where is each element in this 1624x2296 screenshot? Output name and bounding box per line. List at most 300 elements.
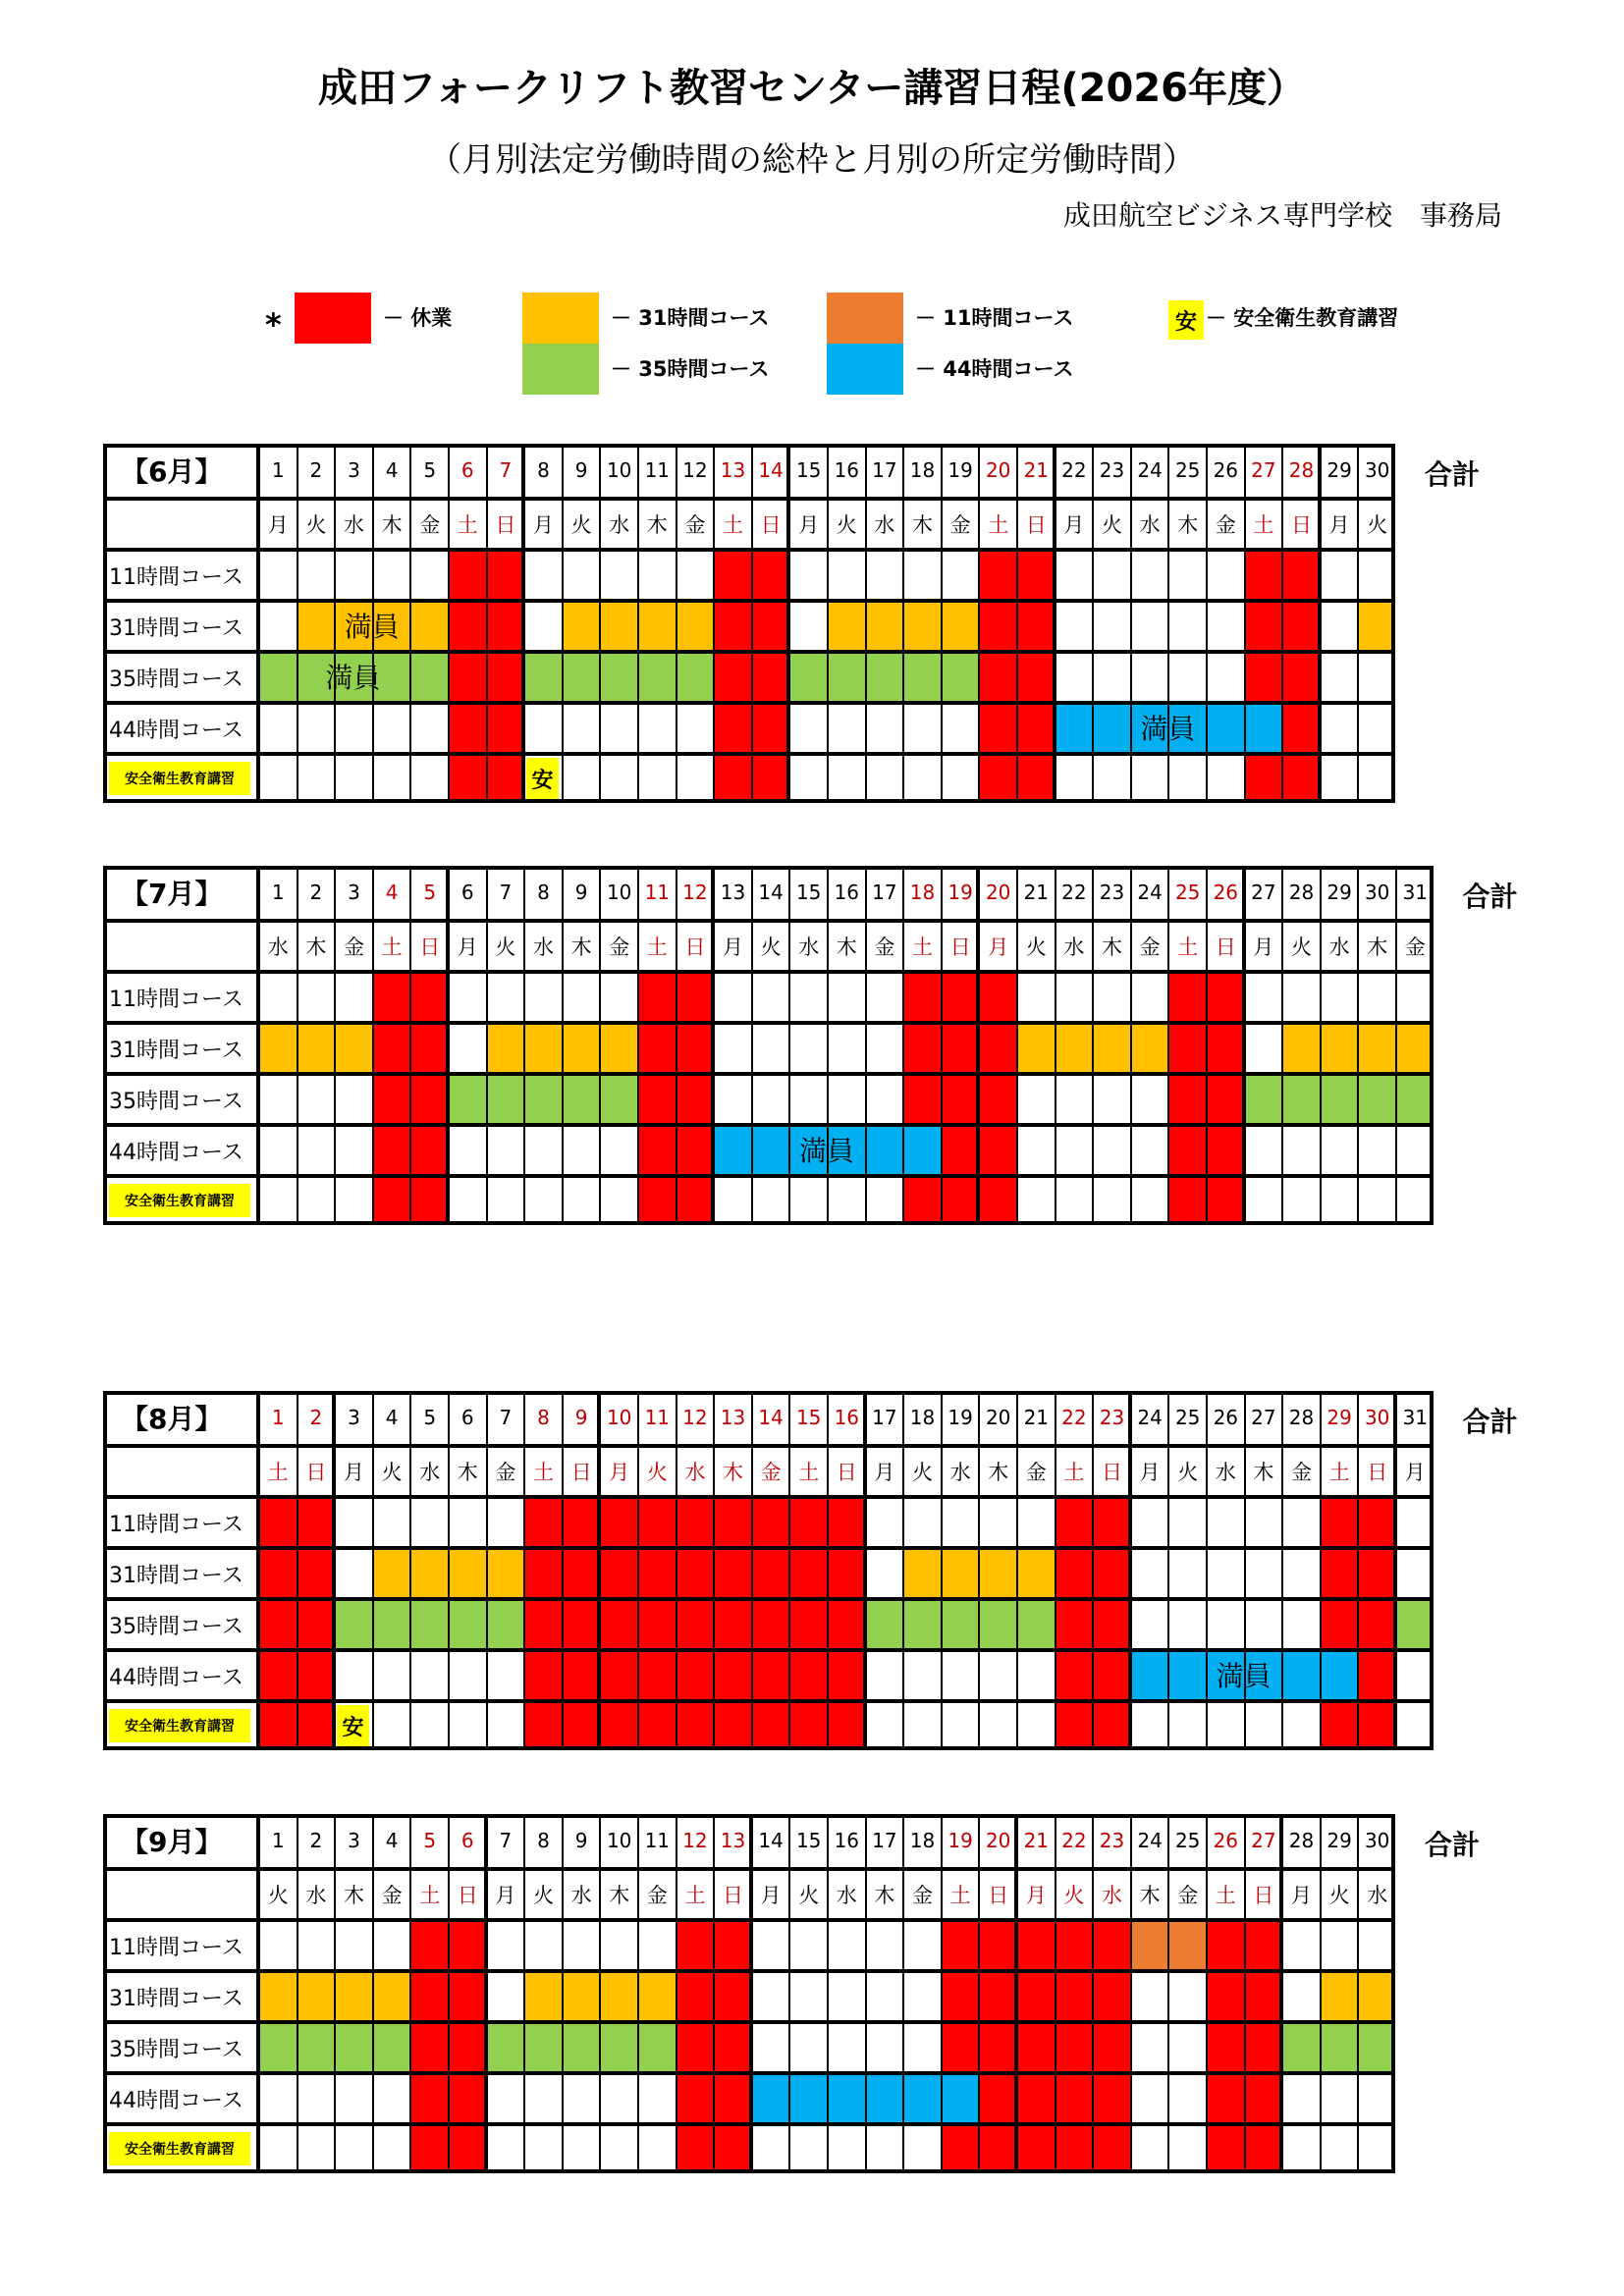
schedule-cell	[637, 1546, 676, 1597]
day-of-week: 月	[448, 919, 486, 970]
week-separator	[1014, 1814, 1018, 2173]
schedule-cell	[297, 970, 335, 1021]
schedule-cell	[1130, 1918, 1168, 1969]
row-label-course: 31時間コース	[107, 1546, 258, 1597]
schedule-cell	[941, 1174, 979, 1225]
day-number: 24	[1130, 1391, 1168, 1444]
day-of-week: 金	[676, 497, 714, 548]
schedule-cell	[902, 701, 941, 752]
day-of-week: 日	[676, 919, 714, 970]
legend-swatch-c44	[827, 344, 903, 395]
schedule-cell	[1092, 1174, 1130, 1225]
week-separator	[446, 866, 450, 1225]
schedule-cell	[334, 2071, 372, 2122]
schedule-cell	[637, 970, 676, 1021]
schedule-cell	[1244, 1174, 1282, 1225]
schedule-cell	[334, 548, 372, 599]
day-number: 5	[409, 866, 448, 919]
schedule-cell	[1130, 1969, 1168, 2020]
schedule-cell	[751, 970, 789, 1021]
day-of-week: 金	[1016, 1444, 1055, 1495]
day-number: 21	[1016, 1814, 1055, 1867]
schedule-cell	[751, 2020, 789, 2071]
week-separator	[1279, 1814, 1283, 2173]
schedule-cell	[865, 701, 903, 752]
schedule-cell	[978, 1123, 1016, 1174]
schedule-cell	[1395, 970, 1434, 1021]
schedule-cell	[486, 1918, 524, 1969]
schedule-cell	[1244, 701, 1282, 752]
row-label-course: 44時間コース	[107, 701, 258, 752]
row-label-safety: 安全衛生教育講習	[109, 1184, 250, 1217]
schedule-cell	[1130, 970, 1168, 1021]
day-of-week: 日	[486, 497, 524, 548]
schedule-cell	[409, 752, 448, 803]
day-number: 18	[902, 1391, 941, 1444]
schedule-cell	[788, 1174, 827, 1225]
row-label-course: 44時間コース	[107, 1648, 258, 1699]
day-of-week: 火	[562, 497, 600, 548]
day-number: 13	[713, 1814, 751, 1867]
schedule-cell	[297, 548, 335, 599]
schedule-cell	[1167, 1021, 1206, 1072]
schedule-cell	[1320, 2071, 1358, 2122]
day-of-week: 火	[827, 497, 865, 548]
schedule-cell	[1206, 1699, 1244, 1750]
safety-class-mark: 安	[526, 758, 559, 799]
schedule-cell	[1016, 701, 1055, 752]
schedule-cell	[941, 548, 979, 599]
schedule-cell	[941, 752, 979, 803]
schedule-cell	[486, 1546, 524, 1597]
schedule-cell	[676, 701, 714, 752]
schedule-cell	[448, 1123, 486, 1174]
schedule-cell	[902, 1072, 941, 1123]
schedule-cell	[637, 599, 676, 650]
schedule-cell	[1055, 1123, 1093, 1174]
schedule-cell	[713, 650, 751, 701]
schedule-cell	[409, 548, 448, 599]
row-label-course: 11時間コース	[107, 1495, 258, 1546]
day-number: 21	[1016, 1391, 1055, 1444]
schedule-cell	[1281, 2071, 1320, 2122]
day-number: 2	[297, 866, 335, 919]
schedule-cell	[258, 2122, 297, 2173]
row-label-course: 35時間コース	[107, 2020, 258, 2071]
schedule-cell	[1055, 1969, 1093, 2020]
schedule-cell	[1130, 1648, 1168, 1699]
schedule-cell	[1281, 1546, 1320, 1597]
day-of-week: 水	[865, 497, 903, 548]
schedule-cell	[599, 1495, 637, 1546]
schedule-cell	[637, 1969, 676, 2020]
schedule-cell	[978, 2071, 1016, 2122]
schedule-cell	[448, 1495, 486, 1546]
schedule-cell	[297, 1072, 335, 1123]
schedule-cell	[751, 1699, 789, 1750]
day-of-week: 月	[751, 1867, 789, 1918]
day-of-week: 月	[523, 497, 562, 548]
schedule-cell	[941, 599, 979, 650]
day-number: 9	[562, 1391, 600, 1444]
schedule-cell	[751, 1597, 789, 1648]
day-number: 23	[1092, 444, 1130, 497]
schedule-cell	[409, 2071, 448, 2122]
day-number: 18	[902, 1814, 941, 1867]
schedule-cell	[713, 701, 751, 752]
schedule-cell	[1016, 2122, 1055, 2173]
row-label-safety: 安全衛生教育講習	[109, 1709, 250, 1742]
schedule-cell	[372, 1072, 410, 1123]
schedule-cell	[713, 1918, 751, 1969]
day-of-week: 水	[1092, 1867, 1130, 1918]
schedule-cell	[713, 1021, 751, 1072]
schedule-cell	[1357, 599, 1395, 650]
schedule-cell	[827, 1495, 865, 1546]
day-of-week: 水	[334, 497, 372, 548]
schedule-cell	[258, 548, 297, 599]
schedule-cell	[258, 1123, 297, 1174]
day-of-week: 日	[1206, 919, 1244, 970]
day-number: 4	[372, 866, 410, 919]
day-of-week: 火	[1092, 497, 1130, 548]
legend-label-safety: － 安全衛生教育講習	[1206, 306, 1399, 330]
schedule-cell	[676, 1546, 714, 1597]
schedule-cell	[751, 2071, 789, 2122]
schedule-cell	[523, 2071, 562, 2122]
day-of-week: 月	[1281, 1867, 1320, 1918]
week-separator	[484, 1814, 488, 2173]
schedule-cell	[258, 2020, 297, 2071]
schedule-cell	[1357, 1072, 1395, 1123]
schedule-cell	[902, 1648, 941, 1699]
schedule-cell	[713, 1495, 751, 1546]
day-number: 14	[751, 444, 789, 497]
schedule-cell	[1092, 701, 1130, 752]
schedule-cell	[1130, 2020, 1168, 2071]
day-number: 13	[713, 866, 751, 919]
full-label: 満員	[325, 662, 381, 694]
schedule-cell	[1281, 970, 1320, 1021]
schedule-cell	[1055, 1021, 1093, 1072]
row-label-course: 35時間コース	[107, 1072, 258, 1123]
schedule-cell	[297, 1174, 335, 1225]
schedule-cell	[1130, 548, 1168, 599]
day-of-week: 土	[1244, 497, 1282, 548]
schedule-cell	[1357, 1495, 1395, 1546]
day-number: 7	[486, 1391, 524, 1444]
schedule-cell	[713, 2020, 751, 2071]
schedule-cell	[523, 548, 562, 599]
schedule-cell	[1055, 1072, 1093, 1123]
schedule-cell	[1244, 1648, 1282, 1699]
schedule-cell	[1320, 1174, 1358, 1225]
schedule-cell	[1206, 1648, 1244, 1699]
schedule-cell	[676, 1495, 714, 1546]
schedule-cell	[599, 2122, 637, 2173]
schedule-cell	[1244, 2122, 1282, 2173]
day-of-week: 木	[637, 497, 676, 548]
schedule-cell	[827, 970, 865, 1021]
schedule-cell	[599, 701, 637, 752]
day-of-week: 日	[562, 1444, 600, 1495]
schedule-cell	[1130, 1072, 1168, 1123]
schedule-cell	[1244, 2071, 1282, 2122]
schedule-cell	[486, 1597, 524, 1648]
schedule-cell	[1281, 752, 1320, 803]
schedule-cell	[409, 1174, 448, 1225]
schedule-cell	[865, 752, 903, 803]
schedule-cell	[599, 1918, 637, 1969]
day-number: 5	[409, 444, 448, 497]
schedule-cell	[409, 2020, 448, 2071]
schedule-cell	[676, 2071, 714, 2122]
day-number: 17	[865, 1814, 903, 1867]
day-number: 6	[448, 1391, 486, 1444]
schedule-cell	[865, 599, 903, 650]
day-number: 28	[1281, 1814, 1320, 1867]
schedule-cell	[562, 1021, 600, 1072]
day-number: 31	[1395, 1391, 1434, 1444]
schedule-cell	[599, 1699, 637, 1750]
day-of-week: 土	[1167, 919, 1206, 970]
schedule-cell	[713, 1648, 751, 1699]
schedule-cell	[1320, 1021, 1358, 1072]
schedule-cell	[334, 1072, 372, 1123]
schedule-cell	[448, 752, 486, 803]
schedule-cell	[409, 1021, 448, 1072]
schedule-cell	[1320, 1918, 1358, 1969]
schedule-cell	[409, 1699, 448, 1750]
day-of-week: 日	[409, 919, 448, 970]
schedule-cell	[448, 1648, 486, 1699]
schedule-cell	[1130, 1174, 1168, 1225]
day-number: 23	[1092, 1391, 1130, 1444]
schedule-cell	[788, 1072, 827, 1123]
day-number: 18	[902, 866, 941, 919]
schedule-cell	[676, 650, 714, 701]
schedule-cell	[599, 1546, 637, 1597]
day-of-week: 日	[1016, 497, 1055, 548]
legend-label-closed: － 休業	[383, 306, 453, 330]
schedule-cell	[713, 1546, 751, 1597]
schedule-cell	[637, 1699, 676, 1750]
schedule-cell	[676, 1123, 714, 1174]
schedule-cell	[1281, 1495, 1320, 1546]
day-of-week: 金	[1206, 497, 1244, 548]
schedule-cell	[1092, 2122, 1130, 2173]
day-number: 3	[334, 866, 372, 919]
schedule-cell	[523, 1546, 562, 1597]
schedule-cell	[599, 2071, 637, 2122]
day-of-week: 月	[788, 497, 827, 548]
day-of-week: 水	[676, 1444, 714, 1495]
schedule-cell	[676, 1648, 714, 1699]
schedule-cell	[1281, 2020, 1320, 2071]
schedule-cell	[941, 2020, 979, 2071]
day-of-week: 日	[713, 1867, 751, 1918]
month-table-2	[103, 866, 1434, 1225]
schedule-cell	[865, 1174, 903, 1225]
day-of-week: 木	[448, 1444, 486, 1495]
schedule-cell	[1320, 1969, 1358, 2020]
day-of-week: 金	[486, 1444, 524, 1495]
schedule-cell	[448, 650, 486, 701]
total-label: 合計	[1425, 458, 1481, 491]
schedule-cell	[486, 2122, 524, 2173]
schedule-cell	[1092, 1918, 1130, 1969]
day-of-week: 土	[637, 919, 676, 970]
schedule-cell	[1092, 1597, 1130, 1648]
schedule-cell	[637, 1174, 676, 1225]
schedule-cell	[1357, 970, 1395, 1021]
day-of-week: 土	[902, 919, 941, 970]
schedule-cell	[1357, 1021, 1395, 1072]
schedule-cell	[902, 1021, 941, 1072]
schedule-cell	[1130, 1546, 1168, 1597]
schedule-cell	[1206, 1969, 1244, 2020]
schedule-cell	[1092, 970, 1130, 1021]
schedule-cell	[1055, 1918, 1093, 1969]
schedule-cell	[1167, 1648, 1206, 1699]
schedule-cell	[637, 650, 676, 701]
day-of-week: 金	[409, 497, 448, 548]
day-number: 20	[978, 1814, 1016, 1867]
schedule-cell	[334, 1546, 372, 1597]
schedule-cell	[258, 701, 297, 752]
row-label-course: 35時間コース	[107, 1597, 258, 1648]
schedule-cell	[599, 970, 637, 1021]
day-number: 31	[1395, 866, 1434, 919]
row-label-safety: 安全衛生教育講習	[109, 2132, 250, 2165]
schedule-cell	[599, 599, 637, 650]
schedule-cell	[827, 599, 865, 650]
schedule-cell	[1244, 650, 1282, 701]
schedule-cell	[486, 1648, 524, 1699]
day-number: 9	[562, 1814, 600, 1867]
schedule-cell	[1167, 1546, 1206, 1597]
schedule-cell	[372, 2122, 410, 2173]
day-of-week: 水	[1357, 1867, 1395, 1918]
day-number: 9	[562, 444, 600, 497]
schedule-cell	[1167, 752, 1206, 803]
schedule-cell	[334, 752, 372, 803]
schedule-cell	[409, 1495, 448, 1546]
schedule-cell	[865, 1021, 903, 1072]
day-number: 25	[1167, 866, 1206, 919]
schedule-cell	[523, 2122, 562, 2173]
schedule-cell	[713, 752, 751, 803]
schedule-cell	[1281, 1021, 1320, 1072]
schedule-cell	[978, 1174, 1016, 1225]
schedule-cell	[637, 1123, 676, 1174]
schedule-cell	[1206, 548, 1244, 599]
schedule-cell	[1130, 1495, 1168, 1546]
week-separator	[786, 444, 790, 803]
schedule-cell	[372, 1123, 410, 1174]
month-table-1	[103, 444, 1395, 803]
day-number: 2	[297, 1391, 335, 1444]
schedule-cell	[1281, 1597, 1320, 1648]
schedule-cell	[788, 599, 827, 650]
schedule-cell	[448, 2020, 486, 2071]
day-of-week: 土	[258, 1444, 297, 1495]
schedule-cell	[1167, 1969, 1206, 2020]
schedule-cell	[978, 1072, 1016, 1123]
schedule-cell	[562, 701, 600, 752]
schedule-cell	[1206, 970, 1244, 1021]
schedule-cell	[788, 701, 827, 752]
schedule-cell	[827, 2071, 865, 2122]
schedule-cell	[1244, 1918, 1282, 1969]
schedule-cell	[1092, 752, 1130, 803]
row-label-course: 31時間コース	[107, 1021, 258, 1072]
day-number: 20	[978, 444, 1016, 497]
schedule-cell	[1206, 2020, 1244, 2071]
schedule-cell	[599, 1597, 637, 1648]
total-label: 合計	[1462, 1406, 1518, 1438]
schedule-cell	[562, 2122, 600, 2173]
week-separator	[863, 1391, 867, 1750]
week-separator	[1128, 1391, 1132, 1750]
day-number: 17	[865, 1391, 903, 1444]
schedule-cell	[1357, 650, 1395, 701]
day-of-week: 木	[562, 919, 600, 970]
schedule-cell	[1395, 1699, 1434, 1750]
schedule-cell	[562, 1648, 600, 1699]
schedule-cell	[788, 1648, 827, 1699]
row-label-course: 44時間コース	[107, 2071, 258, 2122]
month-table-3	[103, 1391, 1434, 1750]
schedule-cell	[1130, 1123, 1168, 1174]
row-label-course: 11時間コース	[107, 548, 258, 599]
schedule-cell	[297, 1969, 335, 2020]
schedule-cell	[1206, 599, 1244, 650]
schedule-cell	[297, 1123, 335, 1174]
schedule-cell	[978, 1021, 1016, 1072]
schedule-cell	[334, 1021, 372, 1072]
schedule-cell	[865, 1597, 903, 1648]
schedule-cell	[1016, 1969, 1055, 2020]
schedule-cell	[1167, 1918, 1206, 1969]
schedule-cell	[334, 2020, 372, 2071]
legend-label-c44: － 44時間コース	[915, 357, 1074, 381]
schedule-cell	[788, 1546, 827, 1597]
day-of-week: 木	[827, 919, 865, 970]
schedule-cell	[1357, 1699, 1395, 1750]
day-number: 25	[1167, 1814, 1206, 1867]
schedule-cell	[372, 2020, 410, 2071]
schedule-cell	[258, 599, 297, 650]
day-of-week: 月	[978, 919, 1016, 970]
schedule-cell	[637, 548, 676, 599]
day-of-week: 月	[713, 919, 751, 970]
week-separator	[976, 866, 980, 1225]
schedule-cell	[1281, 2122, 1320, 2173]
schedule-cell	[1395, 1123, 1434, 1174]
day-of-week: 土	[409, 1867, 448, 1918]
day-number: 4	[372, 1814, 410, 1867]
schedule-cell	[599, 650, 637, 701]
day-of-week: 水	[1055, 919, 1093, 970]
schedule-cell	[1320, 701, 1358, 752]
schedule-cell	[1016, 1699, 1055, 1750]
schedule-cell	[523, 1969, 562, 2020]
day-of-week: 木	[1092, 919, 1130, 970]
schedule-cell	[297, 1918, 335, 1969]
schedule-cell	[258, 1648, 297, 1699]
schedule-cell	[599, 548, 637, 599]
